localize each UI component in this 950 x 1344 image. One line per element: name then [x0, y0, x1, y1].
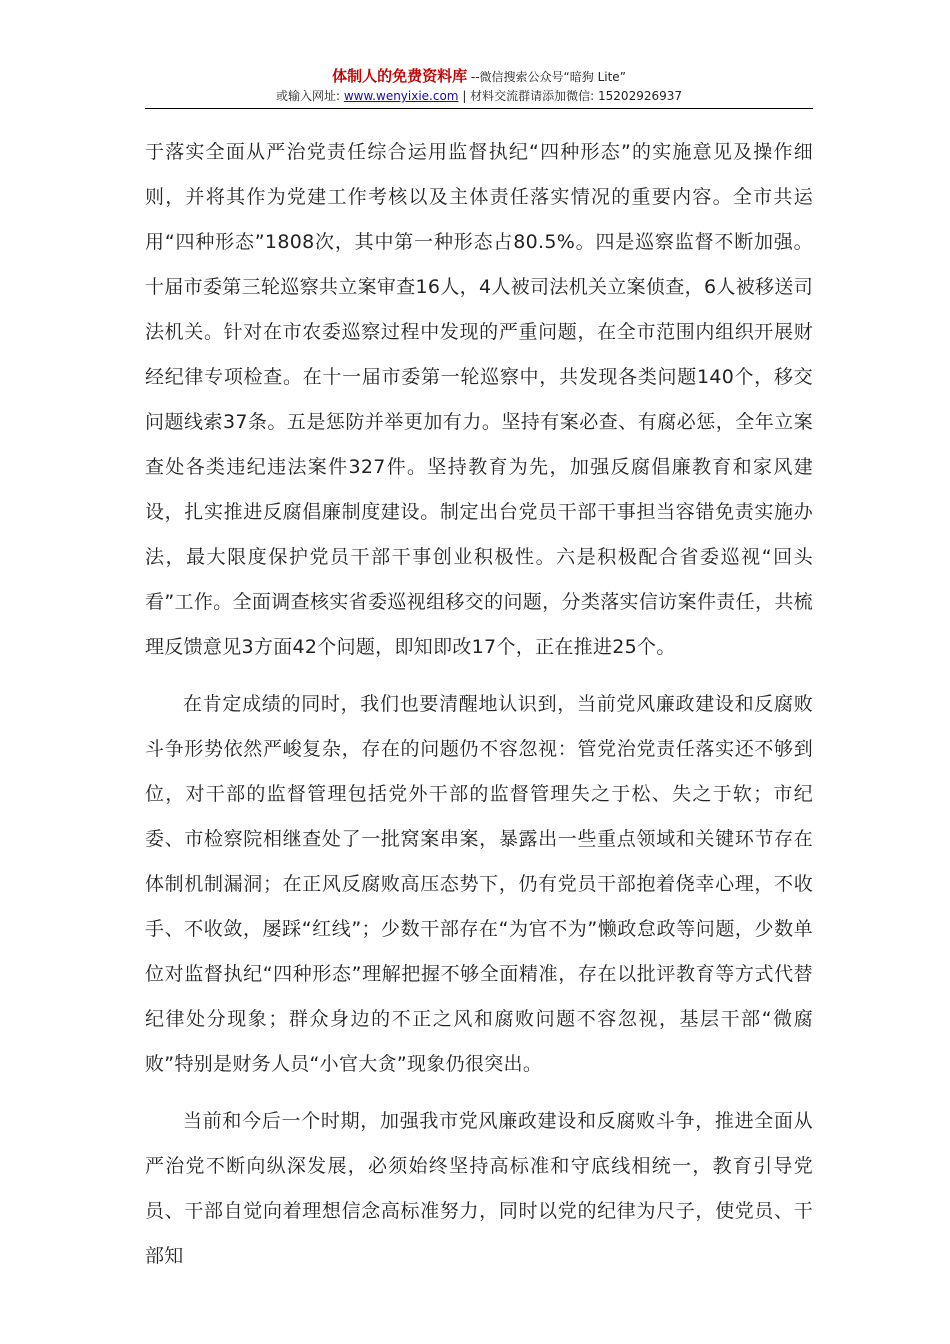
header-brand: 体制人的免费资料库 — [332, 67, 468, 85]
header-line1 — [145, 66, 813, 87]
header-url-link[interactable]: www.wenyixie.com — [343, 89, 459, 103]
header-line2 — [145, 87, 813, 105]
document-body — [145, 130, 813, 1279]
paragraph-1: 于落实全面从严治党责任综合运用监督执纪“四种形态”的实施意见及操作细则，并将其作为党建工作考核以及主体责任落实情况的重要内容。全市共运用“四种形态”1808次，其中第一种形态占80.5%。四是巡察监督不断加强。十届市委第三轮巡察共立案审查16人，4人被司法机关立案侦查，6人被移送司法机关。针对在市农委巡察过程中发现的严重问题，在全市范围内组织开展财经纪律专项检查。在十一届市委第一轮巡察中，共发现各类问题140个，移交问题线索37条。五是惩防并举更加有力。坚持有案必查、有腐必惩，全年立案查处各类违纪违法案件327件。坚持教育为先，加强反腐倡廉教育和家风建设，扎实推进反腐倡廉制度建设。制定出台党员干部干事担当容错免责实施办法，最大限度保护党员干部干事创业积极性。六是积极配合省委巡视“回头看”工作。全面调查核实省委巡视组移交的问题，分类落实信访案件责任，共梳理反馈意见3方面42个问题，即知即改17个，正在推进25个。 — [145, 141, 813, 658]
page-header — [145, 66, 813, 105]
header-divider — [145, 108, 813, 109]
header-url-prefix: 或输入网址: — [275, 89, 344, 103]
header-note: --微信搜索公众号“暗狗 Lite” — [467, 70, 626, 84]
paragraph-2: 在肯定成绩的同时，我们也要清醒地认识到，当前党风廉政建设和反腐败斗争形势依然严峻复杂，存在的问题仍不容忽视：管党治党责任落实还不够到位，对干部的监督管理包括党外干部的监督管理失之于松、失之于软；市纪委、市检察院相继查处了一批窝案串案，暴露出一些重点领域和关键环节存在体制机制漏洞；在正风反腐败高压态势下，仍有党员干部抱着侥幸心理，不收手、不收敛，屡踩“红线”；少数干部存在“为官不为”懒政怠政等问题，少数单位对监督执纪“四种形态”理解把握不够全面精准，存在以批评教育等方式代替纪律处分现象；群众身边的不正之风和腐败问题不容忽视，基层干部“微腐败”特别是财务人员“小官大贪”现象仍很突出。 — [145, 693, 813, 1075]
paragraph-3: 当前和今后一个时期，加强我市党风廉政建设和反腐败斗争，推进全面从严治党不断向纵深发展，必须始终坚持高标准和守底线相统一，教育引导党员、干部自觉向着理想信念高标准努力，同时以党的纪律为尺子，使党员、干部知 — [145, 1110, 813, 1267]
header-contact: | 材料交流群请添加微信: 15202926937 — [458, 89, 683, 103]
